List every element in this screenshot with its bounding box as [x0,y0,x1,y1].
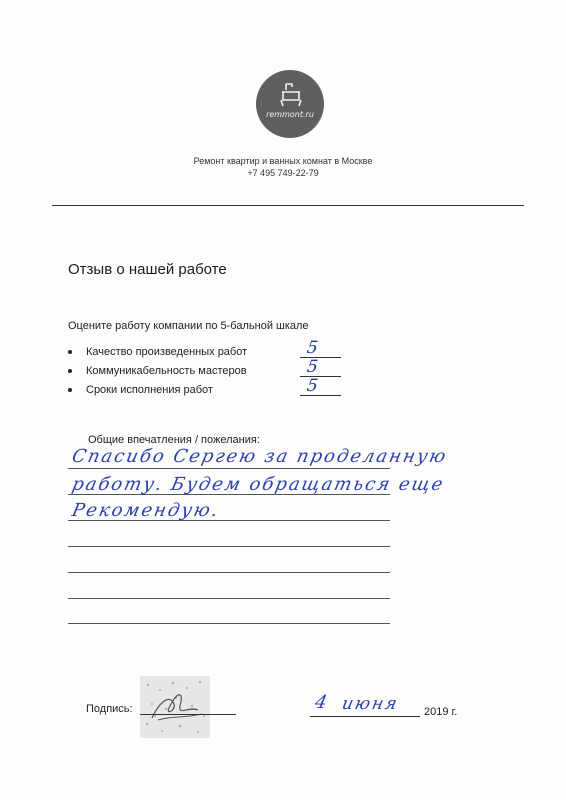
criterion-label: Качество произведенных работ [86,346,248,358]
company-description: Ремонт квартир и ванных комнат в Москве [193,156,373,166]
header-divider [52,205,524,206]
bullet-icon [68,388,72,392]
score-line [300,357,341,358]
date-month: июня [340,694,401,714]
answer-line [68,572,390,573]
answer-line [68,598,390,599]
signature-label: Подпись: [86,703,133,715]
company-logo [256,70,324,138]
company-phone: +7 495 749-22-79 [247,168,319,178]
criterion-deadlines [68,384,213,396]
handwritten-line-1: Спасибо Сергею за проделанную [70,446,450,467]
score-line [300,376,341,377]
logo-text: remmont.ru [266,110,314,119]
score-communication: 5 [305,357,320,377]
page-title: Отзыв о нашей работе [68,261,227,278]
score-line [300,395,341,396]
criterion-communication [68,365,247,377]
faucet-bath-icon [256,70,324,138]
answer-line [68,546,390,547]
date-line [310,716,420,717]
criterion-label: Сроки исполнения работ [86,384,213,396]
handwritten-line-2: работу. Будем обращаться еще [70,474,447,495]
bullet-icon [68,369,72,373]
signature-image [140,676,210,738]
answer-line [68,468,390,469]
criterion-label: Коммуникабельность мастеров [86,365,247,377]
rating-prompt: Оцените работу компании по 5-бальной шкале [68,320,309,332]
answer-line [68,623,390,624]
score-quality: 5 [305,338,320,358]
date-year: 2019 г. [424,706,458,718]
score-deadlines: 5 [305,376,320,396]
handwritten-line-3: Рекомендую. [70,500,222,521]
bullet-icon [68,350,72,354]
date-day: 4 [313,692,329,713]
impressions-label: Общие впечатления / пожелания: [88,434,260,446]
criterion-quality [68,346,247,358]
signature-line [140,714,236,715]
